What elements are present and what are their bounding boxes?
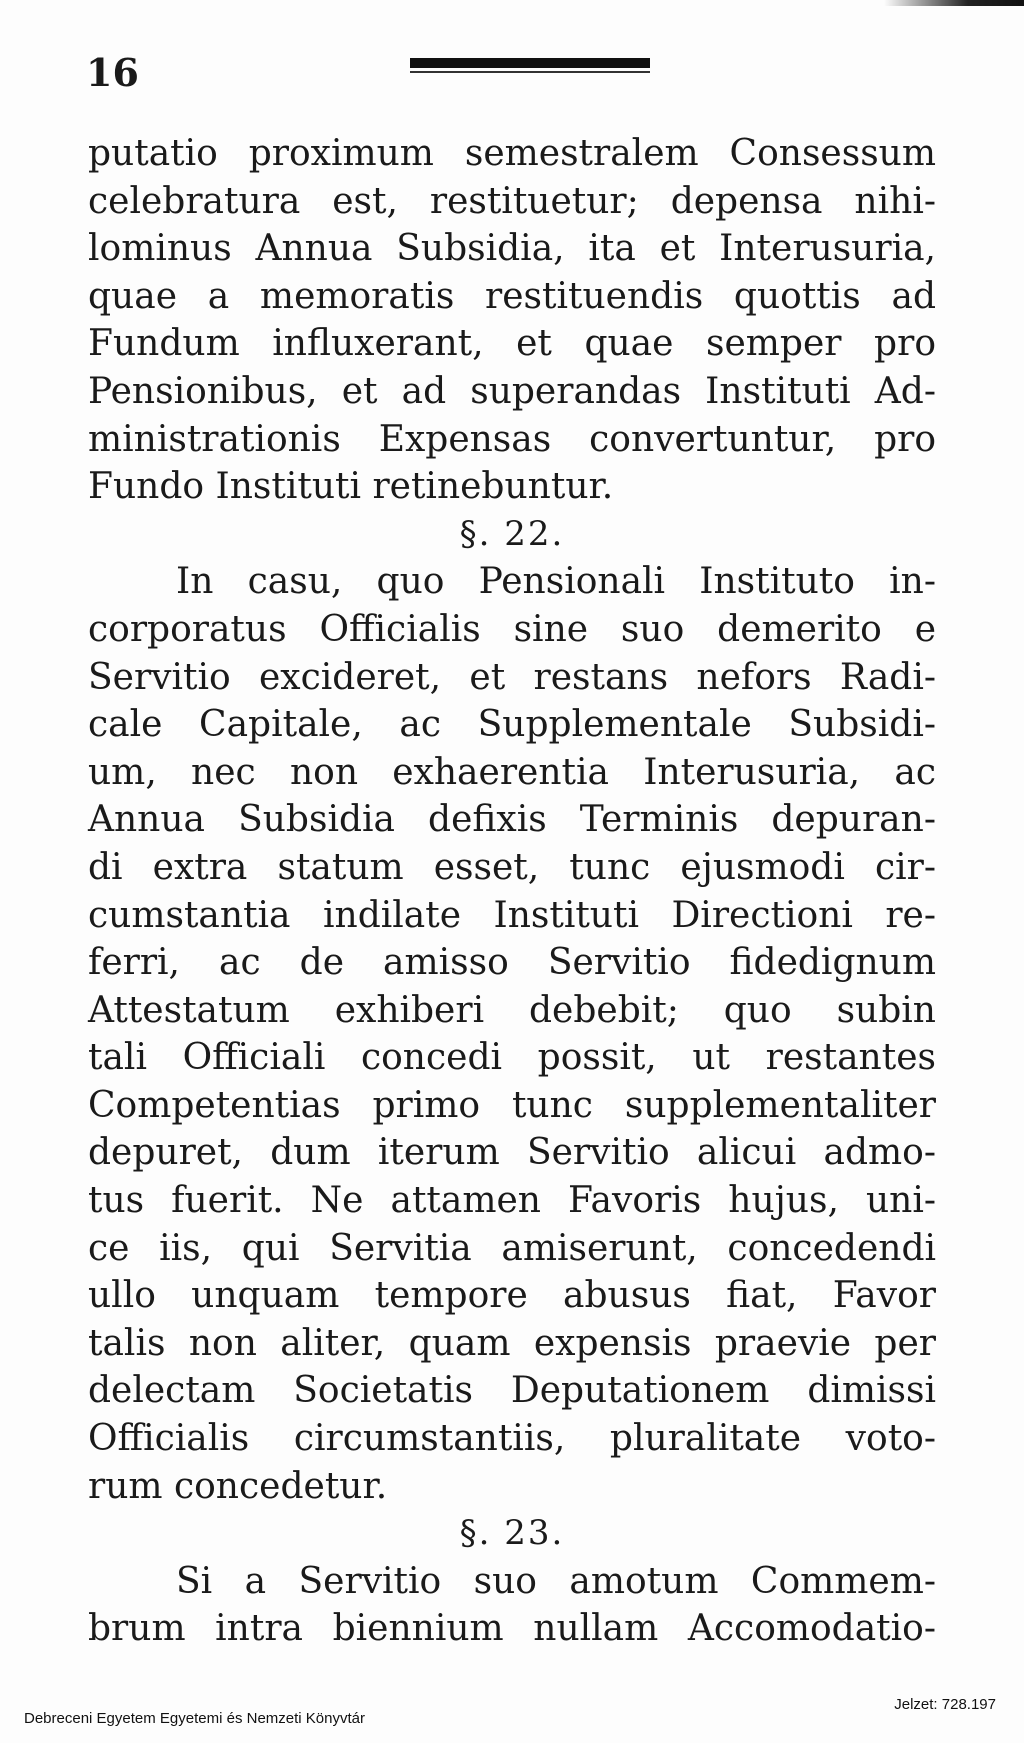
text-line: ullo unquam tempore abusus fiat, Favor <box>88 1275 936 1317</box>
text-line: tus fuerit. Ne attamen Favoris hujus, uni- <box>88 1180 936 1222</box>
text-line: ministrationis Expensas convertuntur, pro <box>88 418 936 460</box>
text-line: In casu, quo Pensionali Instituto in- <box>176 561 936 603</box>
text-line: delectam Societatis Deputationem dimissi <box>88 1370 936 1412</box>
text-line: Servitio excideret, et restans nefors Radi- <box>88 656 936 698</box>
text-line: um, nec non exhaerentia Interusuria, ac <box>88 751 936 793</box>
text-line: talis non aliter, quam expensis praevie per <box>88 1322 936 1364</box>
body-text <box>88 130 936 1653</box>
text-line: quae a memoratis restituendis quottis ad <box>88 275 936 317</box>
call-number: Jelzet: 728.197 <box>894 1696 996 1713</box>
text-line: lominus Annua Subsidia, ita et Interusuria, <box>88 228 936 270</box>
text-line: celebratura est, restituetur; depensa nihi- <box>88 180 936 222</box>
text-line: cale Capitale, ac Supplementale Subsidi- <box>88 704 936 746</box>
section-heading-22: §. 22. <box>459 513 565 554</box>
header-rule-thin <box>410 71 650 73</box>
text-line: Fundum influxerant, et quae semper pro <box>88 323 936 365</box>
text-line: rum concedetur. <box>88 1465 388 1507</box>
text-line: Annua Subsidia defixis Terminis depuran- <box>88 799 936 841</box>
text-line: tali Officiali concedi possit, ut restantes <box>88 1037 936 1079</box>
text-line: cumstantia indilate Instituti Directioni re- <box>88 894 936 936</box>
text-line: putatio proximum semestralem Consessum <box>88 133 936 174</box>
page-number: 16 <box>86 50 139 95</box>
text-line: corporatus Officialis sine suo demerito e <box>88 608 936 650</box>
text-line: Attestatum exhiberi debebit; quo subin <box>88 989 936 1031</box>
text-line: Officialis circumstantiis, pluralitate voto- <box>88 1418 936 1460</box>
text-line: depuret, dum iterum Servitio alicui admo- <box>88 1132 936 1174</box>
section-heading-23: §. 23. <box>459 1513 565 1554</box>
text-line: brum intra biennium nullam Accomodatio- <box>88 1608 936 1650</box>
header-rule <box>410 58 650 68</box>
text-line: ce iis, qui Servitia amiserunt, concedendi <box>88 1227 936 1269</box>
text-line: Pensionibus, et ad superandas Instituti Ad- <box>88 370 936 412</box>
text-line: ferri, ac de amisso Servitio fidedignum <box>88 942 936 984</box>
library-credit: Debreceni Egyetem Egyetemi és Nemzeti Könyvtár <box>24 1710 365 1727</box>
text-line: Competentias primo tunc supplementaliter <box>88 1084 936 1126</box>
corner-rule-mark <box>884 0 1024 6</box>
text-line: Fundo Instituti retinebuntur. <box>88 466 614 508</box>
text-line: di extra statum esset, tunc ejusmodi cir- <box>88 846 936 888</box>
text-line: Si a Servitio suo amotum Commem- <box>176 1560 936 1602</box>
